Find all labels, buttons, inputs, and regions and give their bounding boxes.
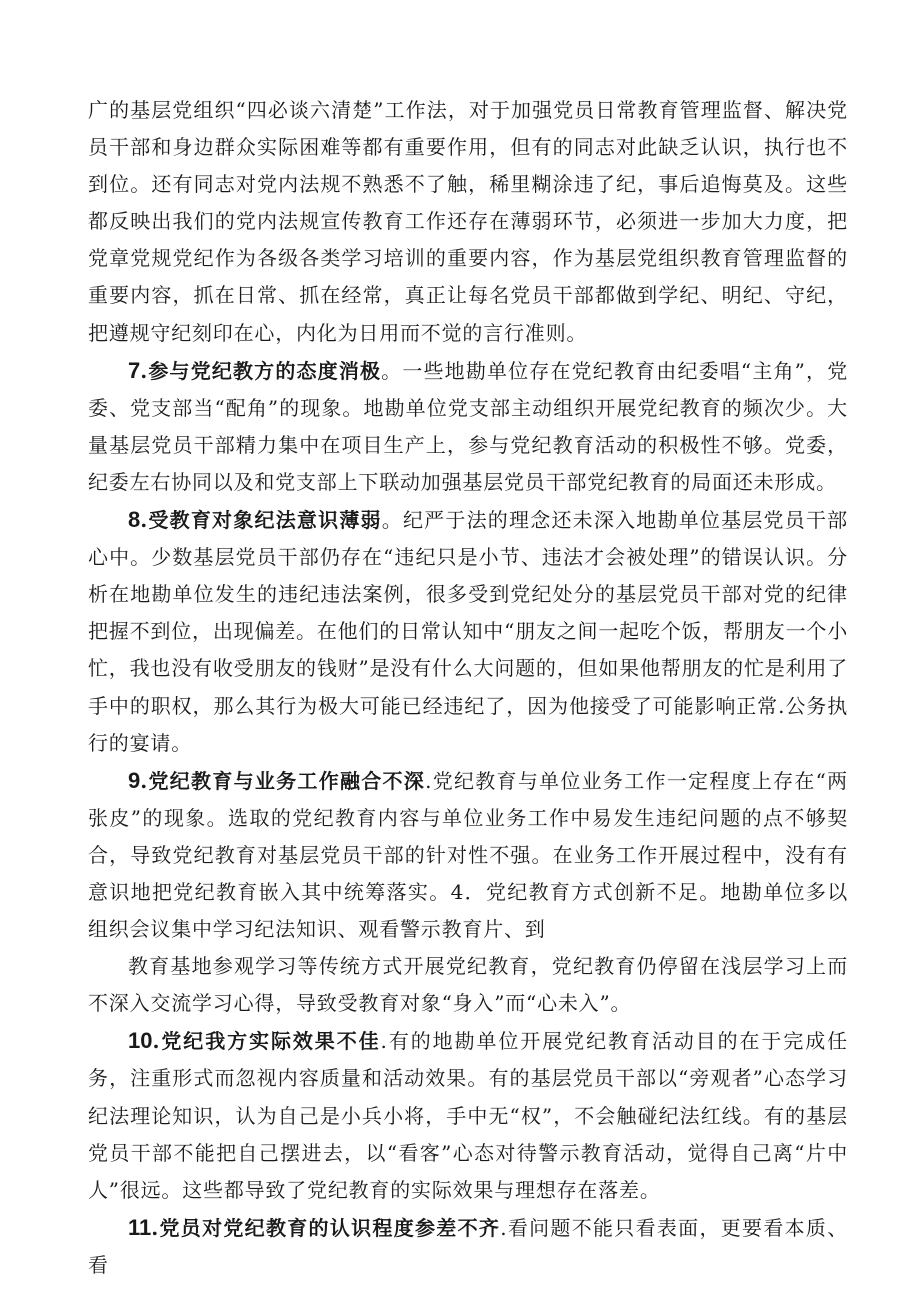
- paragraph-continuation: [88, 948, 848, 1022]
- document-page: [88, 92, 848, 1284]
- item-number: 9: [128, 767, 141, 793]
- item-body: .党纪教育与单位业务工作一定程度上存在“两张皮”的现象。选取的党纪教育内容与单位业务工作中易发生违纪问题的点不够契合，导致党纪教育对基层党员干部的针对性不强。在业务工作开展过程中，没有有意识地把党纪教育嵌入其中统筹落实。4．党纪教育方式创新不足。地勘单位多以组织会议集中学习纪法知识、观看警示教育片、到: [88, 768, 848, 942]
- item-heading: .参与党纪教方的态度消极: [140, 358, 382, 383]
- item-heading: .党员对党纪教育的认识程度参差不齐: [151, 1215, 501, 1240]
- item-heading: .党纪我方实际效果不佳: [152, 1029, 381, 1054]
- paragraph-item-10: [88, 1022, 848, 1208]
- item-number: 10: [128, 1028, 153, 1054]
- paragraph-item-11: [88, 1209, 848, 1284]
- item-body: 。一些地勘单位存在党纪教育由纪委唱“主角”，党委、党支部当“配角”的现象。地勘单位党支部主动组织开展党纪教育的频次少。大量基层党员干部精力集中在项目生产上，参与党纪教育活动的积极性不够。党委，纪委左右协同以及和党支部上下联动加强基层党员干部党纪教育的局面还未形成。: [88, 358, 848, 494]
- item-number: 11: [128, 1214, 152, 1240]
- paragraph-1-text: 广的基层党组织“四必谈六清楚”工作法，对于加强党员日常教育管理监督、解决党员干部和身边群众实际困难等都有重要作用，但有的同志对此缺乏认识，执行也不到位。还有同志对党内法规不熟悉不了触，稀里糊涂违了纪，事后追悔莫及。这些都反映出我们的党内法规宣传教育工作还存在薄弱环节，必须进一步加大力度，把党章党规党纪作为各级各类学习培训的重要内容，作为基层党组织教育管理监督的重要内容，抓在日常、抓在经常，真正让每名党员干部都做到学纪、明纪、守纪，把遵规守纪刻印在心，内化为日用而不觉的言行准则。: [88, 98, 848, 345]
- item-number: 7: [128, 357, 141, 383]
- item-heading: .受教育对象纪法意识薄弱: [140, 508, 382, 533]
- item-body: .看问题不能只看表面，更要看本质、看: [88, 1215, 849, 1277]
- item-number: 8: [128, 507, 141, 533]
- paragraph-item-8: [88, 501, 848, 762]
- item-heading: .党纪教育与业务工作融合不深: [140, 768, 426, 793]
- paragraph-continuation-text: 教育基地参观学习等传统方式开展党纪教育，党纪教育仍停留在浅层学习上而不深入交流学习心得，导致受教育对象“身入”而“心未入”。: [88, 954, 848, 1016]
- paragraph-item-7: [88, 352, 848, 501]
- paragraph-item-9: [88, 762, 848, 948]
- item-body: .有的地勘单位开展党纪教育活动目的在于完成任务，注重形式而忽视内容质量和活动效果。有的基层党员干部以“旁观者”心态学习纪法理论知识，认为自己是小兵小将，手中无“权”，不会触碰纪法红线。有的基层党员干部不能把自己摆进去，以“看客”心态对待警示教育活动，觉得自己离“片中人”很远。这些都导致了党纪教育的实际效果与理想存在落差。: [88, 1029, 848, 1202]
- paragraph-1: [88, 92, 848, 352]
- item-body: 。纪严于法的理念还未深入地勘单位基层党员干部心中。少数基层党员干部仍存在“违纪只是小节、违法才会被处理”的错误认识。分析在地勘单位发生的违纪违法案例，很多受到党纪处分的基层党员干部对党的纪律把握不到位，出现偏差。在他们的日常认知中“朋友之间一起吃个饭，帮朋友一个小忙，我也没有收受朋友的钱财”是没有什么大问题的，但如果他帮朋友的忙是利用了手中的职权，那么其行为极大可能已经违纪了，因为他接受了可能影响正常.公务执行的宴请。: [88, 508, 848, 755]
